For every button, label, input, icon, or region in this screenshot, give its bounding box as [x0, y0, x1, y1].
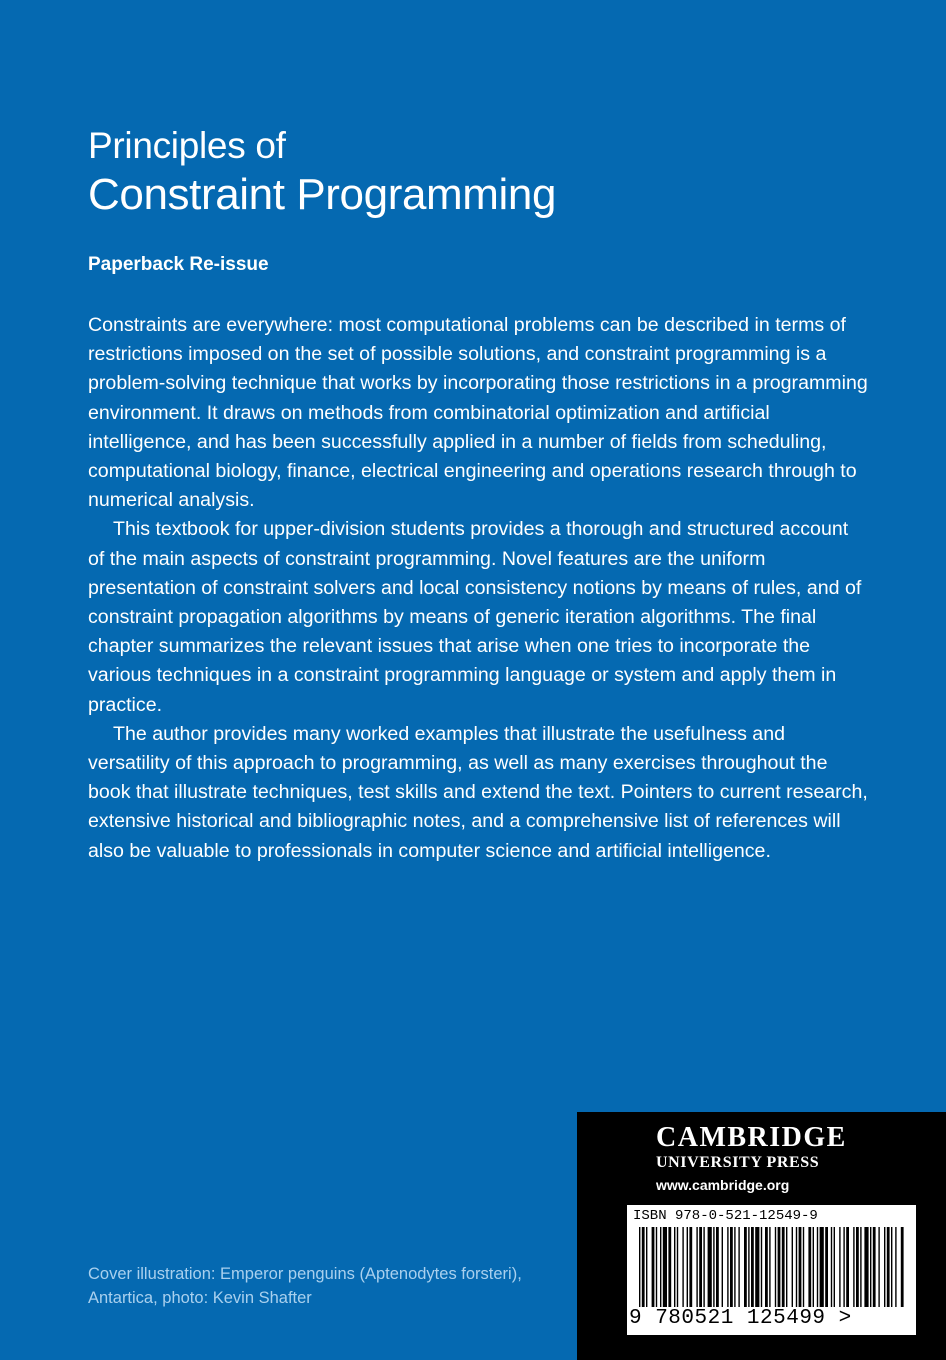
barcode-bar	[775, 1227, 776, 1311]
barcode-bars	[627, 1227, 916, 1311]
blurb-paragraph-1: Constraints are everywhere: most computational problems can be described in terms of restrictions imposed on the set of possible solutions, and constraint programming is a problem-solving technique that works by incorporating those restrictions in a programming environment. It draws on methods from combinatorial optimization and artificial intelligence, and has been successfully applied in a number of fields from scheduling, computational biology, finance, electrical engineering and operations research through to numerical analysis.	[88, 314, 868, 512]
blurb-paragraph-2: This textbook for upper-division students provides a thorough and structured account of the main aspects of constraint programming. Novel features are the uniform presentation of constraint solvers and local consistency notions by means of rules, and of constraint propagation algorithms by means of generic iteration algorithms. The final chapter summarizes the relevant issues that arise when one tries to incorporate the various techniques in a constraint programming language or system and apply them in practice.	[88, 518, 862, 716]
barcode-bar	[891, 1227, 892, 1311]
barcode-bar	[660, 1227, 661, 1311]
barcode-bar	[864, 1227, 868, 1311]
barcode-bar	[778, 1227, 781, 1311]
barcode-bar	[887, 1227, 890, 1311]
barcode-bar	[884, 1227, 885, 1311]
barcode-bar	[687, 1227, 688, 1311]
barcode-bar	[873, 1227, 876, 1311]
barcode-bar	[792, 1227, 793, 1311]
barcode-bar	[870, 1227, 871, 1311]
publisher-subname: UNIVERSITY PRESS	[656, 1154, 820, 1171]
barcode-bar	[796, 1227, 797, 1311]
barcode-bar	[734, 1227, 735, 1311]
barcode-bar	[748, 1227, 749, 1311]
blurb-paragraph-3: The author provides many worked examples that illustrate the usefulness and versatility of this approach to programming, as well as many exercises throughout the book that illustrate techniques, test skills and extend the text. Pointers to current research, extensive historical and bibliographic notes, and a comprehensive list of references will also be valuable to professionals in computer science and artificial intelligence.	[88, 722, 868, 862]
barcode-bar	[682, 1227, 683, 1311]
edition-subtitle: Paperback Re-issue	[88, 254, 269, 275]
barcode-bar	[901, 1227, 904, 1311]
barcode-bar	[639, 1227, 640, 1311]
publisher-name: CAMBRIDGE	[656, 1122, 847, 1153]
barcode-bar	[825, 1227, 828, 1311]
book-title	[88, 124, 888, 222]
barcode-bar	[708, 1227, 712, 1311]
barcode-bar	[817, 1227, 818, 1311]
barcode-bar	[860, 1227, 861, 1311]
barcode-bar	[646, 1227, 647, 1311]
publisher-block	[577, 1112, 946, 1360]
barcode-bar	[699, 1227, 702, 1311]
barcode-bar	[689, 1227, 692, 1311]
barcode-bar	[674, 1227, 675, 1311]
barcode-bar	[755, 1227, 759, 1311]
barcode-bar	[895, 1227, 896, 1311]
barcode-bar	[769, 1227, 770, 1311]
barcode-bar	[722, 1227, 723, 1311]
barcode-bar	[782, 1227, 785, 1311]
barcode-bar	[652, 1227, 655, 1311]
barcode-bar	[703, 1227, 704, 1311]
barcode-bar	[799, 1227, 802, 1311]
isbn-barcode	[627, 1205, 916, 1335]
title-line-1: Principles of	[88, 125, 286, 166]
barcode-bar	[642, 1227, 645, 1311]
blurb-text	[88, 311, 868, 866]
barcode-bar	[878, 1227, 879, 1311]
barcode-bar	[820, 1227, 824, 1311]
barcode-bar	[808, 1227, 811, 1311]
barcode-bar	[727, 1227, 728, 1311]
barcode-bar	[813, 1227, 814, 1311]
barcode-bar	[831, 1227, 832, 1311]
barcode-bar	[738, 1227, 739, 1311]
barcode-bar	[803, 1227, 804, 1311]
barcode-bar	[765, 1227, 768, 1311]
barcode-bar	[846, 1227, 849, 1311]
barcode-bar	[744, 1227, 747, 1311]
barcode-bar	[668, 1227, 671, 1311]
barcode-bar	[843, 1227, 844, 1311]
barcode-bar	[663, 1227, 667, 1311]
barcode-bar	[696, 1227, 697, 1311]
barcode-bar	[786, 1227, 787, 1311]
barcode-digits: 9 780521 125499 >	[629, 1307, 914, 1330]
title-line-2: Constraint Programming	[88, 170, 557, 219]
cover-credit	[88, 1262, 568, 1310]
barcode-bar	[677, 1227, 678, 1311]
barcode-bar	[853, 1227, 854, 1311]
barcode-bar	[761, 1227, 762, 1311]
cover-credit-line-1: Cover illustration: Emperor penguins (Aptenodytes forsteri),	[88, 1265, 522, 1283]
barcode-bar	[856, 1227, 859, 1311]
barcode-bar	[751, 1227, 754, 1311]
cover-credit-line-2: Antartica, photo: Kevin Shafter	[88, 1289, 312, 1307]
isbn-label: ISBN 978-0-521-12549-9	[633, 1208, 818, 1224]
barcode-bar	[713, 1227, 714, 1311]
barcode-bar	[730, 1227, 733, 1311]
barcode-bar	[839, 1227, 840, 1311]
barcode-bar	[716, 1227, 719, 1311]
barcode-bar	[656, 1227, 657, 1311]
publisher-url: www.cambridge.org	[656, 1177, 790, 1193]
barcode-bar	[834, 1227, 835, 1311]
